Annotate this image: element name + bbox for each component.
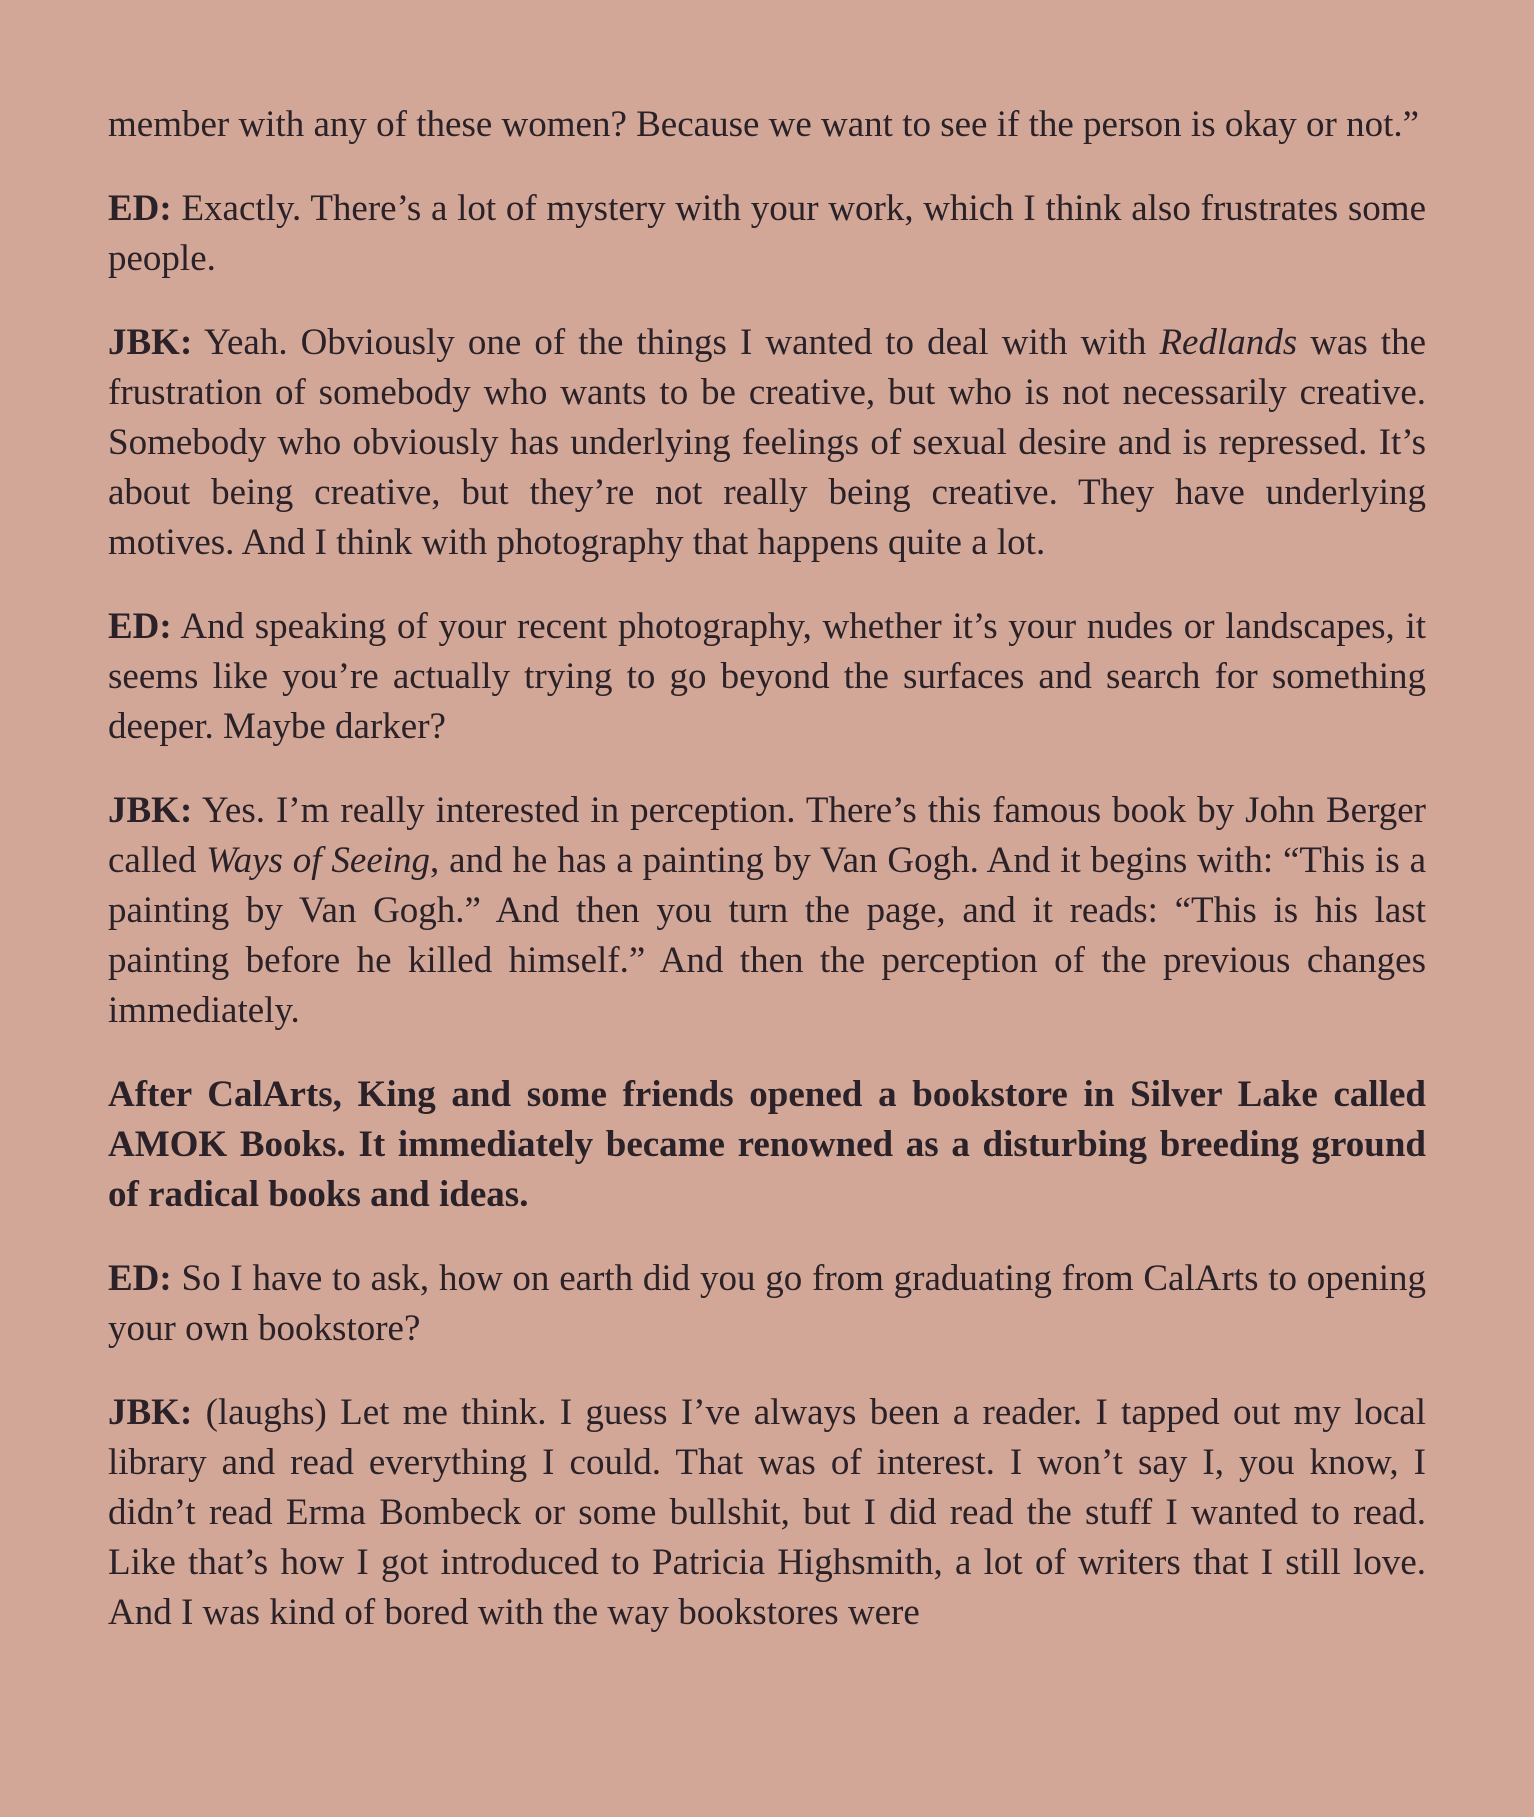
paragraph-text: And speaking of your recent photography, whether it’s your nudes or landscapes, it seems like you’re actually trying to go beyond the surfaces and search for something deeper. Maybe darker?	[108, 606, 1426, 747]
book-title-ways-of-seeing: Ways of Seeing	[206, 840, 431, 881]
intro-text: After CalArts, King and some friends opened a bookstore in Silver Lake called AMOK Books. It immediately became renowned as a disturbing breeding ground of radical books and ideas.	[108, 1074, 1426, 1215]
speaker-label-ed: ED:	[108, 188, 172, 229]
paragraph-ed-photography	[108, 602, 1426, 752]
paragraph-jbk-reader	[108, 1388, 1426, 1638]
paragraph-text: (laughs) Let me think. I guess I’ve always been a reader. I tapped out my local library and read everything I could. That was of interest. I won’t say I, you know, I didn’t read Erma Bombeck or some bullshit, but I did read the stuff I wanted to read. Like that’s how I got introduced to Patricia Highsmith, a lot of writers that I still love. And I was kind of bored with the way bookstores were	[108, 1392, 1426, 1633]
speaker-label-jbk: JBK:	[108, 322, 193, 363]
paragraph-text: Yeah. Obviously one of the things I wanted to deal with with	[192, 322, 1160, 363]
speaker-label-ed: ED:	[108, 1258, 172, 1299]
interview-page	[108, 100, 1426, 1672]
paragraph-text: member with any of these women? Because we want to see if the person is okay or not.”	[108, 104, 1420, 145]
paragraph-text: Exactly. There’s a lot of mystery with your work, which I think also frustrates some people.	[108, 188, 1426, 279]
paragraph-jbk-perception	[108, 786, 1426, 1036]
paragraph-ed-exactly	[108, 184, 1426, 284]
paragraph-text: So I have to ask, how on earth did you go from graduating from CalArts to opening your own bookstore?	[108, 1258, 1426, 1349]
paragraph-jbk-redlands	[108, 318, 1426, 568]
paragraph-continuation	[108, 100, 1426, 150]
paragraph-text: was the frustration of somebody who wants to be creative, but who is not necessarily creative. Somebody who obviously has underlying feelings of sexual desire and is repressed. It’s about being creative, but they’re not really being creative. They have underlying motives. And I think with photography that happens quite a lot.	[108, 322, 1426, 563]
paragraph-text: Yes. I’m really interested in perception. There’s this famous book by John Berger called	[108, 790, 1426, 881]
speaker-label-jbk: JBK:	[108, 1392, 193, 1433]
intro-paragraph-amok-books	[108, 1070, 1426, 1220]
speaker-label-jbk: JBK:	[108, 790, 193, 831]
book-title-redlands: Redlands	[1159, 322, 1298, 363]
speaker-label-ed: ED:	[108, 606, 172, 647]
paragraph-text: , and he has a painting by Van Gogh. And it begins with: “This is a painting by Van Gogh.” And then you turn the page, and it reads: “This is his last painting before he killed himself.” And then the perception of the previous changes immediately.	[108, 840, 1426, 1031]
paragraph-ed-bookstore	[108, 1254, 1426, 1354]
